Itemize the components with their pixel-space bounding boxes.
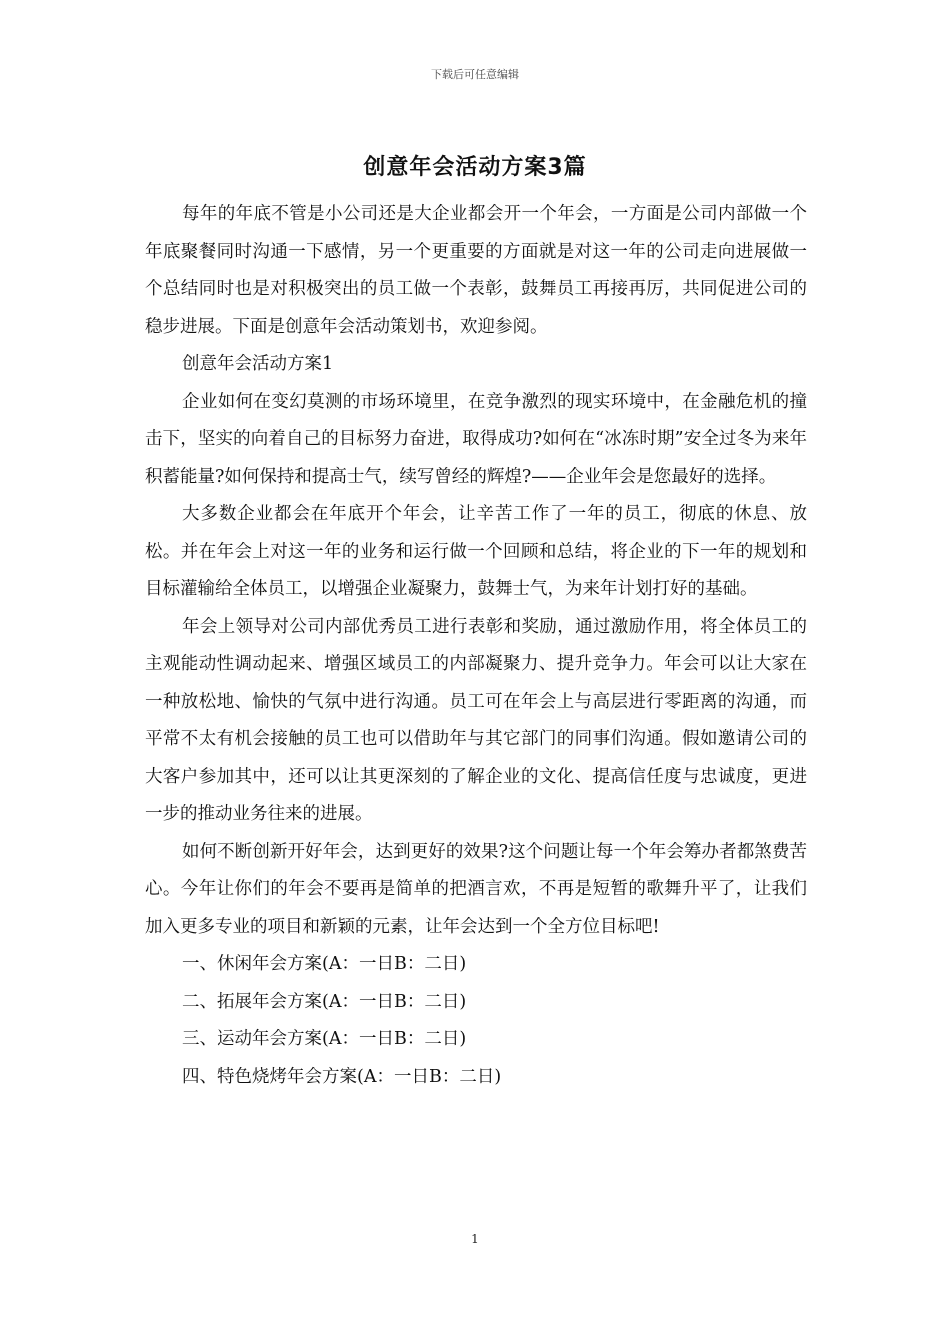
- plan-list-item: 二、拓展年会方案(A：一日B：二日): [182, 991, 467, 1012]
- body-paragraph: 大多数企业都会在年底开个年会，让辛苦工作了一年的员工，彻底的休息、放松。并在年会上对这一年的业务和运行做一个回顾和总结，将企业的下一年的规划和目标灌输给全体员工，以增强企业凝聚力，鼓舞士气，为来年计划打好的基础。: [145, 504, 807, 599]
- plan-list-item: 一、休闲年会方案(A：一日B：二日): [182, 954, 467, 974]
- page-number: 1: [471, 1232, 479, 1246]
- plan-list-item: 三、运动年会方案(A：一日B：二日): [182, 1029, 467, 1049]
- document-body: [145, 196, 807, 1096]
- page-header: 下载后可任意编辑: [431, 68, 519, 81]
- body-paragraph: 如何不断创新开好年会，达到更好的效果?这个问题让每一个年会筹办者都煞费苦心。今年让你们的年会不要再是简单的把酒言欢，不再是短暂的歌舞升平了，让我们加入更多专业的项目和新颖的元素，让年会达到一个全方位目标吧!: [145, 841, 807, 937]
- plan-list-item: 四、特色烧烤年会方案(A：一日B：二日): [182, 1066, 502, 1087]
- section-heading: 创意年会活动方案1: [182, 354, 334, 374]
- body-paragraph: 企业如何在变幻莫测的市场环境里，在竞争激烈的现实环境中，在金融危机的撞击下，坚实的向着自己的目标努力奋进，取得成功?如何在“冰冻时期”安全过冬为来年积蓄能量?如何保持和提高士气，续写曾经的辉煌?——企业年会是您最好的选择。: [145, 391, 807, 487]
- intro-paragraph: 每年的年底不管是小公司还是大企业都会开一个年会，一方面是公司内部做一个年底聚餐同时沟通一下感情，另一个更重要的方面就是对这一年的公司走向进展做一个总结同时也是对积极突出的员工做一个表彰，鼓舞员工再接再厉，共同促进公司的稳步进展。下面是创意年会活动策划书，欢迎参阅。: [145, 204, 807, 337]
- document-title: 创意年会活动方案3篇: [363, 155, 587, 180]
- body-paragraph: 年会上领导对公司内部优秀员工进行表彰和奖励，通过激励作用，将全体员工的主观能动性调动起来、增强区域员工的内部凝聚力、提升竞争力。年会可以让大家在一种放松地、愉快的气氛中进行沟通。员工可在年会上与高层进行零距离的沟通，而平常不太有机会接触的员工也可以借助年与其它部门的同事们沟通。假如邀请公司的大客户参加其中，还可以让其更深刻的了解企业的文化、提高信任度与忠诚度，更进一步的推动业务往来的进展。: [145, 616, 807, 824]
